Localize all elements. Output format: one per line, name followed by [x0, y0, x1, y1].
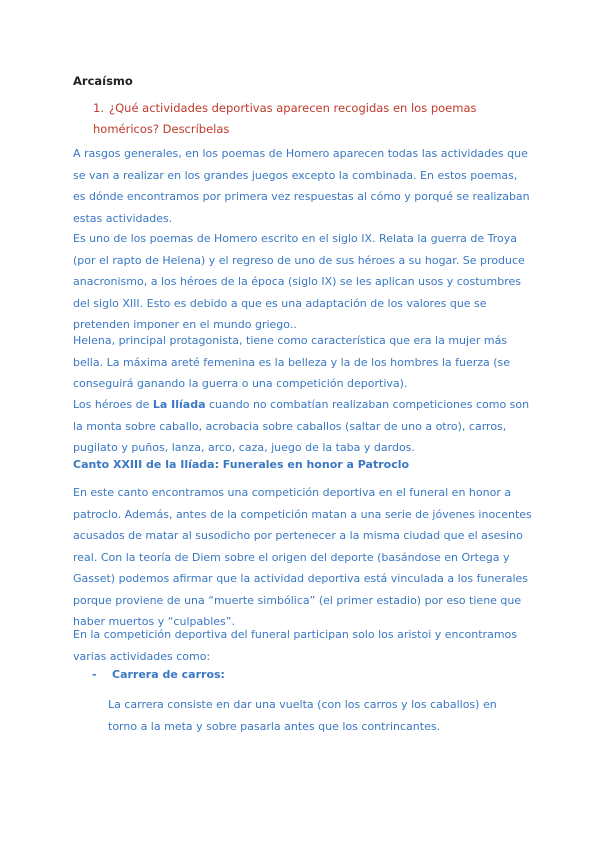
paragraph-funeral: En este canto encontramos una competición deportiva en el funeral en honor a patroclo. Además, antes de la competición matan a una serie de jóvenes inocentes acusados de matar al susodicho por pertenecer a la misma ciudad que el asesino real. Con la teoría de Diem sobre el origen del deporte (basándose en Ortega y Gasset) podemos afirmar que la actividad deportiva está vinculada a los funerales porque proviene de una “muerte simbólica” (el primer estadio) por eso tiene que haber muertos y “culpables”. — [73, 486, 532, 628]
paragraph-helena: Helena, principal protagonista, tiene como característica que era la mujer más bella. La máxima areté femenina es la belleza y la de los hombres la fuerza (se conseguirá ganando la guerra o una competición deportiva). — [73, 334, 511, 390]
paragraph-heroes-before: Los héroes de — [73, 398, 153, 411]
bullet-dash: - — [92, 668, 97, 681]
canto-subheading: Canto XXIII de la Ilíada: Funerales en honor a Patroclo — [73, 458, 410, 471]
paragraph-chariot-race: La carrera consiste en dar una vuelta (con los carros y los caballos) en torno a la meta y sobre pasarla antes que los contrincantes. — [108, 698, 497, 733]
paragraph-heroes — [73, 394, 533, 459]
section-heading: Arcaísmo — [73, 74, 133, 88]
question-number: 1. — [93, 101, 104, 115]
paragraph-intro: A rasgos generales, en los poemas de Homero aparecen todas las actividades que se van a realizar en los grandes juegos excepto la combinada. En estos poemas, es dónde encontramos por primera vez respuestas al cómo y porqué se realizaban estas actividades. — [73, 147, 530, 225]
paragraph-iliad-summary: Es uno de los poemas de Homero escrito en el siglo IX. Relata la guerra de Troya (por el rapto de Helena) y el regreso de uno de sus héroes a su hogar. Se produce anacronismo, a los héroes de la época (siglo IX) se les aplican usos y costumbres del siglo XIII. Esto es debido a que es una adaptación de los valores que se pretenden imponer en el mundo griego.. — [73, 232, 525, 331]
question-text: ¿Qué actividades deportivas aparecen recogidas en los poemas homéricos? Descríbelas — [93, 101, 477, 136]
bullet-item — [92, 668, 225, 681]
iliad-title: La Ilíada — [152, 398, 206, 411]
question-item — [93, 98, 513, 140]
paragraph-heroes-after: cuando no combatían realizaban competiciones como son la monta sobre caballo, acrobacia sobre caballos (saltar de uno a otro), carros, pugilato y puños, lanza, arco, caza, juego de la taba y dardos. — [73, 398, 530, 454]
bullet-label: Carrera de carros: — [112, 668, 225, 681]
paragraph-activities: En la competición deportiva del funeral participan solo los aristoi y encontramos varias actividades como: — [73, 628, 517, 663]
